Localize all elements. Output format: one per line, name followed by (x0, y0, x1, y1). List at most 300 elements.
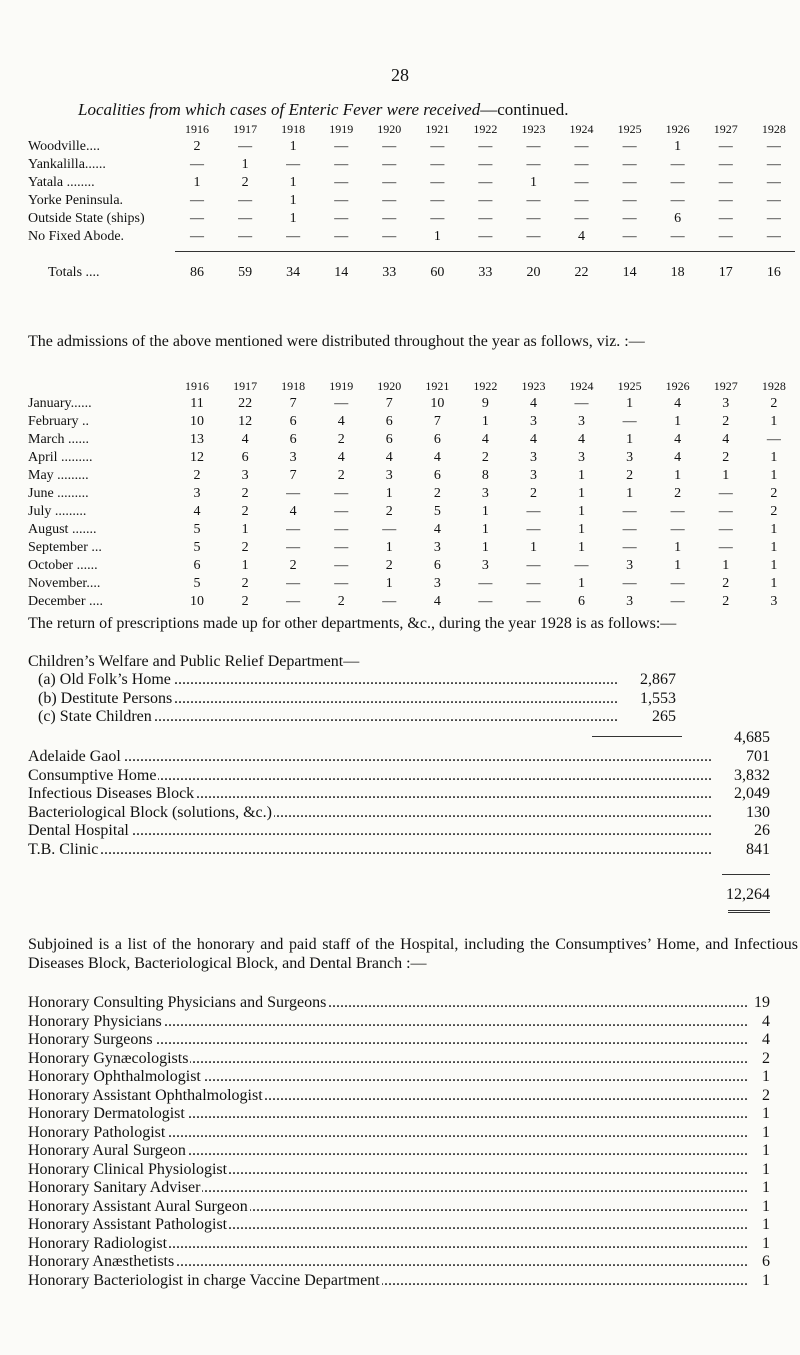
sub-label: (c) State Children (38, 708, 152, 725)
table-cell: — (526, 139, 541, 154)
prescription-item (28, 822, 770, 841)
staff-item (28, 1142, 770, 1161)
table-cell: — (430, 193, 445, 208)
table-cell: — (718, 157, 733, 172)
table-cell: — (286, 594, 301, 609)
table-cell: 1 (529, 540, 537, 555)
total-cell: 33 (382, 265, 397, 280)
table-cell: 1 (193, 175, 201, 190)
table-cell: 1 (770, 540, 778, 555)
table-cell: 5 (193, 522, 201, 537)
prescription-value: 3,832 (734, 766, 770, 784)
table-cell: — (382, 157, 397, 172)
table-cell: 4 (433, 450, 441, 465)
table-cell: 6 (289, 414, 297, 429)
table-cell: 7 (289, 396, 297, 411)
table-cell: 1 (385, 486, 393, 501)
table-cell: — (190, 229, 205, 244)
year-header: 1927 (713, 122, 738, 136)
grand-total-rule (722, 874, 770, 875)
staff-label: Honorary Pathologist (28, 1123, 166, 1141)
year-header: 1916 (185, 122, 210, 136)
table-cell: 1 (674, 558, 682, 573)
table-cell: 3 (722, 396, 730, 411)
staff-value: 2 (762, 1086, 770, 1104)
table-cell: 1 (578, 486, 586, 501)
table-cell: 2 (722, 450, 730, 465)
row-label: Woodville.... (28, 139, 100, 154)
staff-list (28, 994, 770, 1290)
table-cell: 1 (481, 414, 489, 429)
year-header: 1923 (521, 379, 546, 393)
table-cell: 10 (190, 594, 205, 609)
table-cell: 1 (289, 211, 297, 226)
total-cell: 34 (286, 265, 301, 280)
table-cell: — (526, 157, 541, 172)
table1-title-suffix: —continued. (480, 100, 569, 119)
table-cell: 2 (722, 414, 730, 429)
table-cell: — (622, 504, 637, 519)
prescription-label: Dental Hospital (28, 822, 129, 839)
table-cell: — (622, 576, 637, 591)
year-header: 1917 (233, 379, 258, 393)
table-cell: — (670, 175, 685, 190)
prescription-value: 701 (746, 748, 770, 765)
table-cell: — (382, 229, 397, 244)
table-cell: 2 (722, 594, 730, 609)
table-cell: 1 (674, 139, 682, 154)
row-label: March ...... (28, 432, 90, 447)
row-label: April ......... (28, 450, 93, 465)
staff-intro: Subjoined is a list of the honorary and paid staff of the Hospital, including the Consumptives’ Home, and Infectious Diseases Block, Bacteriological Block, and Dental Branch :— (28, 936, 798, 972)
table-cell: 3 (433, 576, 441, 591)
table-cell: 1 (770, 558, 778, 573)
prescription-label: Bacteriological Block (solutions, &c.) (28, 803, 272, 821)
year-header: 1922 (473, 122, 498, 136)
table-cell: 2 (289, 558, 297, 573)
staff-label: Honorary Aural Surgeon (28, 1142, 186, 1159)
table-cell: — (286, 576, 301, 591)
sub-label: (b) Destitute Persons (38, 689, 173, 707)
table-row (28, 575, 798, 593)
table-cell: — (670, 504, 685, 519)
row-label: October ...... (28, 558, 98, 573)
table1-title (78, 100, 569, 120)
staff-value: 1 (762, 1179, 770, 1196)
table-cell: 13 (190, 432, 205, 447)
staff-item (28, 994, 770, 1013)
prescription-item (28, 748, 770, 767)
table-cell: 2 (193, 468, 201, 483)
prescription-value: 26 (754, 822, 770, 839)
table-cell: 1 (578, 468, 586, 483)
year-header: 1924 (569, 379, 594, 393)
table-cell: 4 (529, 396, 537, 411)
staff-value: 6 (762, 1253, 770, 1270)
table-row (28, 395, 798, 413)
table-cell: 6 (289, 432, 297, 447)
table-cell: 2 (337, 594, 345, 609)
table-cell: 4 (337, 414, 345, 429)
table-cell: 1 (674, 414, 682, 429)
row-label: February .. (28, 414, 90, 429)
prescriptions-list (28, 748, 770, 859)
total-cell: 59 (238, 265, 253, 280)
staff-label: Honorary Assistant Pathologist (28, 1216, 228, 1233)
table-cell: 1 (289, 175, 297, 190)
table-row (28, 593, 798, 611)
total-cell: 14 (334, 265, 349, 280)
row-label: June ......... (28, 486, 89, 501)
table-cell: — (238, 193, 253, 208)
leader-dots (28, 748, 712, 767)
table-cell: — (334, 193, 349, 208)
table-cell: 2 (529, 486, 537, 501)
staff-item (28, 1105, 770, 1124)
prescription-label: T.B. Clinic (28, 840, 99, 858)
year-header: 1917 (233, 122, 258, 136)
year-header: 1925 (617, 122, 642, 136)
table-cell: — (574, 175, 589, 190)
table-cell: 3 (529, 468, 537, 483)
table-cell: — (286, 157, 301, 172)
table-cell: 1 (481, 540, 489, 555)
table-row (28, 174, 798, 192)
staff-value: 2 (762, 1049, 770, 1067)
table-cell: — (526, 193, 541, 208)
table-row (28, 210, 798, 228)
table-cell: 1 (674, 468, 682, 483)
table-cell: — (334, 175, 349, 190)
table-cell: 1 (770, 450, 778, 465)
table-cell: — (478, 594, 493, 609)
table-cell: 4 (193, 504, 201, 519)
table-cell: — (766, 193, 781, 208)
table-cell: 1 (722, 558, 730, 573)
sub-item (38, 671, 678, 690)
table-cell: 22 (238, 396, 253, 411)
table-cell: — (622, 175, 637, 190)
table-cell: 2 (193, 139, 201, 154)
table-cell: — (526, 594, 541, 609)
sub-label: (a) Old Folk’s Home (38, 671, 171, 688)
year-header: 1922 (473, 379, 498, 393)
table-row (28, 503, 798, 521)
table-cell: 1 (626, 486, 634, 501)
table-cell: 2 (722, 576, 730, 591)
year-header: 1923 (521, 122, 546, 136)
row-label: Yorke Peninsula. (28, 193, 124, 208)
table-cell: — (286, 229, 301, 244)
table-cell: 8 (481, 468, 489, 483)
row-label: August ....... (28, 522, 97, 537)
total-cell: 14 (622, 265, 637, 280)
table-cell: 1 (241, 522, 249, 537)
staff-value: 4 (762, 1031, 770, 1048)
sub-item (38, 690, 678, 709)
table-cell: 3 (626, 558, 634, 573)
table-cell: 6 (385, 432, 393, 447)
table-cell: — (574, 396, 589, 411)
table-cell: — (718, 504, 733, 519)
table-cell: 2 (241, 594, 249, 609)
table-cell: — (574, 558, 589, 573)
row-label: January...... (28, 396, 92, 411)
grand-total-double-rule (728, 910, 770, 913)
table-cell: — (574, 139, 589, 154)
table-cell: — (622, 193, 637, 208)
year-header: 1928 (761, 122, 786, 136)
total-cell: 22 (574, 265, 589, 280)
table-cell: — (622, 414, 637, 429)
table-cell: 4 (481, 432, 489, 447)
year-header: 1919 (329, 122, 354, 136)
table-cell: 1 (722, 468, 730, 483)
table-cell: 12 (238, 414, 253, 429)
staff-item (28, 1198, 770, 1217)
table-cell: — (718, 211, 733, 226)
table-cell: — (286, 486, 301, 501)
prescription-value: 2,049 (734, 785, 770, 802)
table-cell: — (670, 594, 685, 609)
table-cell: 4 (289, 504, 297, 519)
table-cell: — (334, 139, 349, 154)
table-cell: 2 (241, 175, 249, 190)
year-header: 1925 (617, 379, 642, 393)
table-cell: 3 (770, 594, 778, 609)
table-cell: — (334, 396, 349, 411)
year-header: 1920 (377, 379, 402, 393)
table-cell: — (478, 576, 493, 591)
table-cell: 6 (193, 558, 201, 573)
table-cell: — (622, 139, 637, 154)
sub-item (38, 708, 678, 727)
year-header: 1918 (281, 379, 306, 393)
table-cell: — (574, 211, 589, 226)
staff-value: 4 (762, 1012, 770, 1030)
table-cell: — (766, 139, 781, 154)
total-cell: 60 (430, 265, 445, 280)
table-cell: 1 (529, 175, 537, 190)
table-row (28, 138, 798, 156)
table-cell: 3 (433, 540, 441, 555)
leader-dots (28, 841, 712, 860)
table-cell: 2 (770, 504, 778, 519)
table-cell: — (190, 193, 205, 208)
staff-item (28, 1179, 770, 1198)
table-cell: — (622, 522, 637, 537)
table-cell: 2 (433, 486, 441, 501)
table-cell: — (382, 211, 397, 226)
staff-label: Honorary Anæsthetists (28, 1253, 175, 1270)
table-cell: 4 (529, 432, 537, 447)
table-cell: — (670, 576, 685, 591)
prescription-item (28, 767, 770, 786)
table-cell: — (766, 432, 781, 447)
table-cell: — (526, 576, 541, 591)
table-cell: — (718, 486, 733, 501)
staff-item (28, 1031, 770, 1050)
table-cell: 1 (626, 432, 634, 447)
table-cell: 1 (241, 558, 249, 573)
table-cell: — (574, 193, 589, 208)
table-cell: — (526, 229, 541, 244)
year-header: 1921 (425, 122, 450, 136)
sub-value: 265 (652, 708, 676, 725)
staff-label: Honorary Assistant Aural Surgeon (28, 1197, 248, 1215)
prescriptions-intro: The return of prescriptions made up for other departments, &c., during the year 1928 is as follows:— (28, 615, 677, 632)
table-cell: — (718, 540, 733, 555)
row-label: May ......... (28, 468, 89, 483)
table-cell: — (766, 211, 781, 226)
table-cell: 2 (674, 486, 682, 501)
table-cell: 3 (626, 594, 634, 609)
table-cell: — (334, 229, 349, 244)
row-label: No Fixed Abode. (28, 229, 125, 244)
staff-label: Honorary Radiologist (28, 1234, 168, 1252)
prescription-item (28, 804, 770, 823)
table-cell: 2 (385, 558, 393, 573)
table-cell: — (478, 175, 493, 190)
staff-item (28, 1124, 770, 1143)
table-cell: — (670, 157, 685, 172)
table-cell: 6 (385, 414, 393, 429)
table-row (28, 467, 798, 485)
table-cell: — (622, 229, 637, 244)
staff-item (28, 1272, 770, 1291)
table-cell: 2 (241, 486, 249, 501)
prescription-item (28, 785, 770, 804)
staff-value: 1 (762, 1123, 770, 1141)
prescription-value: 841 (746, 840, 770, 858)
table2-intro: The admissions of the above mentioned were distributed throughout the year as follows, viz. :— (28, 333, 645, 350)
table-cell: — (190, 211, 205, 226)
row-label: December .... (28, 594, 104, 609)
staff-value: 1 (762, 1142, 770, 1159)
table-cell: — (670, 522, 685, 537)
table-cell: — (622, 157, 637, 172)
prescriptions-grand-total: 12,264 (726, 886, 770, 903)
staff-item (28, 1253, 770, 1272)
table-cell: 6 (241, 450, 249, 465)
prescription-label: Infectious Diseases Block (28, 785, 195, 802)
monthly-table (28, 377, 798, 611)
table-cell: — (718, 139, 733, 154)
prescriptions-subheading: Children’s Welfare and Public Relief Department— (28, 653, 360, 670)
table-cell: — (430, 211, 445, 226)
table-row (28, 557, 798, 575)
staff-value: 1 (762, 1105, 770, 1122)
table-cell: 1 (481, 522, 489, 537)
staff-label: Honorary Dermatologist (28, 1105, 185, 1122)
table-row (28, 485, 798, 503)
table-row (28, 228, 798, 246)
sub-value: 1,553 (640, 689, 676, 707)
table-cell: — (478, 139, 493, 154)
totals-label: Totals .... (48, 265, 100, 280)
row-label: July ......... (28, 504, 87, 519)
table-cell: — (334, 540, 349, 555)
table-cell: — (766, 157, 781, 172)
spacer-row (28, 246, 798, 264)
table1-title-italic: Localities from which cases of Enteric Fever were received (78, 100, 481, 119)
table-cell: — (670, 193, 685, 208)
year-header: 1924 (569, 122, 594, 136)
table-cell: 2 (241, 504, 249, 519)
table-cell: 2 (337, 468, 345, 483)
table-cell: 1 (481, 504, 489, 519)
table-cell: 1 (578, 522, 586, 537)
table-cell: 12 (190, 450, 205, 465)
staff-label: Honorary Physicians (28, 1012, 162, 1030)
table-cell: — (382, 522, 397, 537)
staff-item (28, 1013, 770, 1032)
table-cell: 5 (193, 576, 201, 591)
table-cell: — (718, 229, 733, 244)
totals-rule (175, 251, 795, 252)
table-cell: 10 (190, 414, 205, 429)
table-cell: — (718, 175, 733, 190)
staff-label: Honorary Consulting Physicians and Surgeons (28, 994, 327, 1011)
table-cell: 3 (289, 450, 297, 465)
year-header: 1926 (665, 122, 690, 136)
table-cell: — (334, 486, 349, 501)
staff-label: Honorary Gynæcologists (28, 1049, 189, 1067)
total-cell: 86 (190, 265, 205, 280)
table-cell: 1 (385, 576, 393, 591)
table-cell: 11 (190, 396, 204, 411)
table-cell: 4 (674, 432, 682, 447)
year-header-row (28, 120, 798, 138)
table-cell: 4 (337, 450, 345, 465)
staff-value: 1 (762, 1234, 770, 1252)
total-cell: 20 (526, 265, 541, 280)
staff-value: 1 (762, 1216, 770, 1233)
staff-label: Honorary Surgeons (28, 1031, 153, 1048)
year-header: 1926 (665, 379, 690, 393)
table-cell: — (286, 522, 301, 537)
table-cell: 6 (674, 211, 682, 226)
table-row (28, 413, 798, 431)
prescription-item (28, 841, 770, 860)
year-header-row (28, 377, 798, 395)
table-cell: — (526, 558, 541, 573)
table-cell: — (526, 211, 541, 226)
table-cell: 3 (529, 450, 537, 465)
table-cell: 1 (578, 504, 586, 519)
table-cell: — (334, 522, 349, 537)
subtotal-rule (592, 736, 682, 737)
table-cell: 4 (578, 229, 586, 244)
table-cell: 2 (770, 396, 778, 411)
table-cell: — (238, 139, 253, 154)
table-cell: 4 (433, 522, 441, 537)
header-spacer (28, 377, 173, 395)
table-cell: — (334, 157, 349, 172)
table-cell: 4 (385, 450, 393, 465)
row-label: Yatala ........ (28, 175, 95, 190)
row-label: November.... (28, 576, 101, 591)
year-header: 1916 (185, 379, 210, 393)
staff-value: 1 (762, 1068, 770, 1085)
table-cell: — (718, 522, 733, 537)
year-header: 1918 (281, 122, 306, 136)
staff-label: Honorary Assistant Ophthalmologist (28, 1086, 263, 1104)
table-cell: — (478, 211, 493, 226)
table-cell: — (526, 522, 541, 537)
year-header: 1919 (329, 379, 354, 393)
table-cell: 2 (241, 576, 249, 591)
